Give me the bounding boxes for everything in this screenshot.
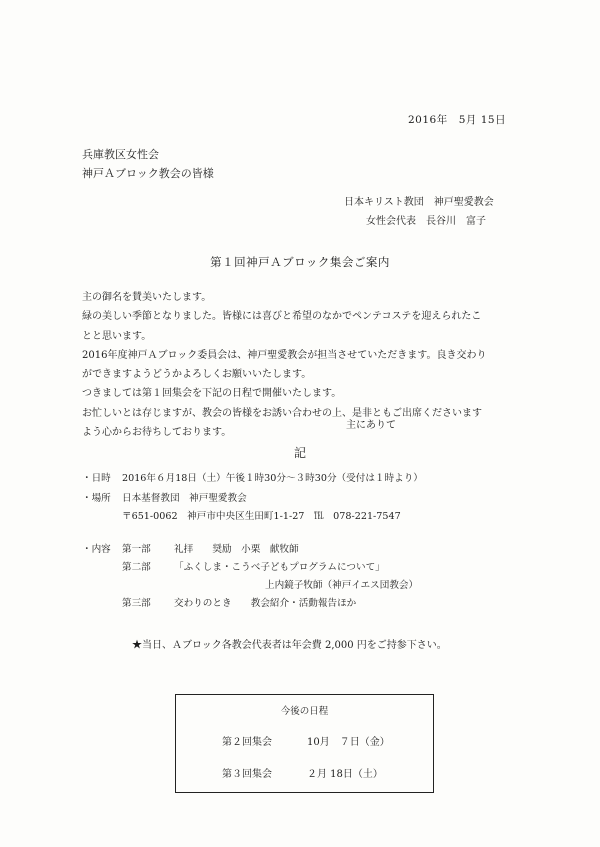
sender-line-1: 日本キリスト教団 神戸聖愛教会 [344, 197, 494, 208]
body-line: 緑の美しい季節となりました。皆様には喜びと希望のなかでペンテコステを迎えられたこ [82, 311, 482, 323]
part2-speaker: 上内鏡子牧師（神戸イエス団教会） [265, 580, 419, 591]
body-line: 2016年度神戸Ａブロック委員会は、神戸聖愛教会が担当させていただきます。良き交わり [82, 349, 487, 361]
closing-phrase: 主にありて [346, 420, 396, 431]
letter-body [82, 288, 522, 442]
body-line: 主の御名を賛美いたします。 [82, 292, 212, 303]
meeting-2-row [222, 733, 390, 748]
meeting-3-date: ２月 18日（土） [307, 769, 383, 780]
body-line: ができますようどうかよろしくお願いいたします。 [82, 369, 312, 381]
schedule-title: 今後の日程 [280, 706, 329, 717]
recipient-line-2: 神戸Ａブロック教会の皆様 [82, 167, 214, 180]
document-title: 第１回神戸Ａブロック集会ご案内 [210, 255, 390, 269]
part3-label: 第三部 [122, 598, 151, 609]
meeting-2-label: 第２回集会 [222, 737, 272, 748]
part2-value: 「ふくしま・こうべ子どもプログラムについて」 [174, 562, 385, 573]
part2-label: 第二部 [122, 562, 151, 573]
meeting-3-label: 第３回集会 [222, 769, 272, 780]
body-line: お忙しいとは存じますが、教会の皆様をお誘い合わせの上、是非ともご出席くださいます [82, 407, 482, 419]
fee-note: ★当日、Ａブロック各教会代表者は年会費 2,000 円をご持参下さい。 [132, 640, 447, 651]
part1-value: 礼拝 奨励 小栗 献牧師 [174, 544, 299, 555]
body-line: よう心からお待ちしております。 [82, 427, 232, 439]
schedule-box [175, 694, 434, 793]
letter-date: 2016年 5月 15日 [408, 114, 507, 126]
place-label: ・場所 [82, 493, 111, 504]
datetime-value: 2016年６月18日（土）午後１時30分～３時30分（受付は１時より） [122, 473, 423, 484]
content-label: ・内容 [82, 544, 111, 555]
part3-value: 交わりのとき 教会紹介・活動報告ほか [174, 598, 357, 609]
ki-heading: 記 [293, 446, 306, 460]
datetime-label: ・日時 [82, 473, 111, 484]
body-line: つきましては第１回集会を下記の日程で開催いたします。 [82, 388, 342, 400]
recipient-line-1: 兵庫教区女性会 [82, 148, 159, 161]
part1-label: 第一部 [122, 544, 151, 555]
body-line: とと思います。 [82, 330, 152, 342]
place-address: 〒651-0062 神戸市中央区生田町1-1-27 ℡ 078-221-7547 [122, 511, 401, 522]
place-name: 日本基督教団 神戸聖愛教会 [122, 493, 247, 504]
sender-line-2: 女性会代表 長谷川 富子 [366, 216, 486, 227]
meeting-3-row [222, 765, 383, 780]
meeting-2-date: 10月 ７日（金） [307, 737, 390, 748]
